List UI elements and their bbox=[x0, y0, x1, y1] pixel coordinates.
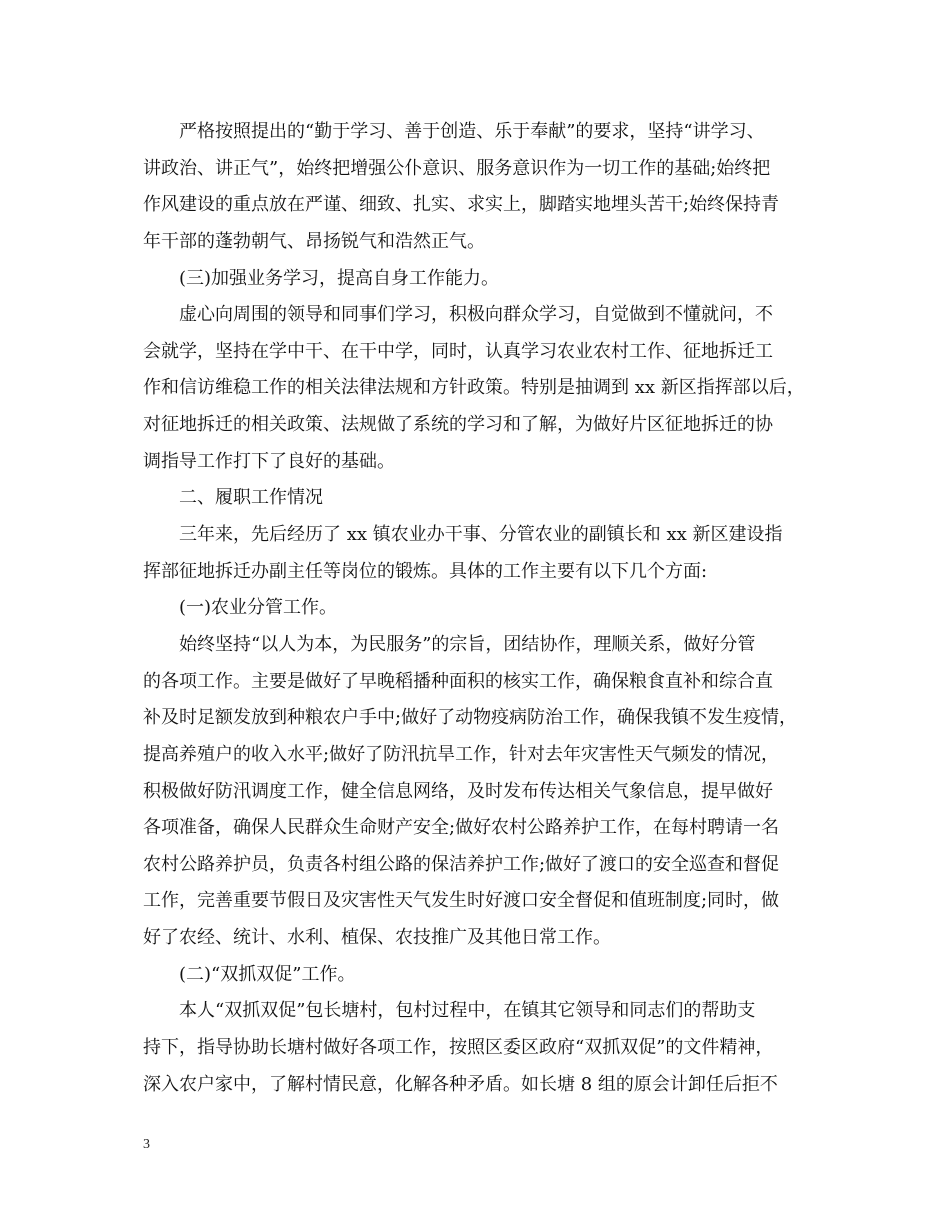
paragraph-line: 作风建设的重点放在严谨、细致、扎实、求实上，脚踏实地埋头苦干;始终保持青 bbox=[143, 194, 780, 216]
section-heading: (二)“双抓双促”工作。 bbox=[179, 963, 356, 985]
paragraph-line: 持下，指导协助长塘村做好各项工作，按照区委区政府“双抓双促”的文件精神， bbox=[143, 1037, 774, 1059]
paragraph-line: 作和信访维稳工作的相关法律法规和方针政策。特别是抽调到 xx 新区指挥部以后， bbox=[143, 377, 805, 399]
paragraph-line: 深入农户家中，了解村情民意，化解各种矛盾。如长塘 8 组的原会计卸任后拒不 bbox=[143, 1073, 778, 1095]
paragraph-line: 虚心向周围的领导和同事们学习，积极向群众学习，自觉做到不懂就问，不 bbox=[179, 304, 773, 326]
paragraph-line: 提高养殖户的收入水平;做好了防汛抗旱工作，针对去年灾害性天气频发的情况， bbox=[143, 743, 780, 765]
paragraph-line: 三年来，先后经历了 xx 镇农业办干事、分管农业的副镇长和 xx 新区建设指 bbox=[179, 524, 783, 546]
paragraph-line: 积极做好防汛调度工作，健全信息网络，及时发布传达相关气象信息，提早做好 bbox=[143, 780, 773, 802]
paragraph-line: 讲政治、讲正气”，始终把增强公仆意识、服务意识作为一切工作的基础;始终把 bbox=[143, 157, 771, 179]
section-heading: 二、履职工作情况 bbox=[179, 487, 323, 509]
paragraph-line: 补及时足额发放到种粮农户手中;做好了动物疫病防治工作，确保我镇不发生疫情， bbox=[143, 707, 798, 729]
paragraph-line: 挥部征地拆迁办副主任等岗位的锻炼。具体的工作主要有以下几个方面: bbox=[143, 560, 708, 582]
paragraph-line: 好了农经、统计、水利、植保、农技推广及其他日常工作。 bbox=[143, 927, 611, 949]
section-heading: (三)加强业务学习，提高自身工作能力。 bbox=[179, 267, 500, 289]
paragraph-line: 年干部的蓬勃朝气、昂扬锐气和浩然正气。 bbox=[143, 230, 485, 252]
paragraph-line: 调指导工作打下了良好的基础。 bbox=[143, 450, 395, 472]
paragraph-line: 工作，完善重要节假日及灾害性天气发生时好渡口安全督促和值班制度;同时，做 bbox=[143, 890, 780, 912]
paragraph-line: 会就学，坚持在学中干、在干中学，同时，认真学习农业农村工作、征地拆迁工 bbox=[143, 340, 773, 362]
paragraph-line: 各项准备，确保人民群众生命财产安全;做好农村公路养护工作，在每村聘请一名 bbox=[143, 817, 780, 839]
paragraph-line: 严格按照提出的“勤于学习、善于创造、乐于奉献”的要求，坚持“讲学习、 bbox=[179, 121, 765, 142]
section-heading: (一)农业分管工作。 bbox=[179, 597, 338, 619]
document-body bbox=[143, 117, 815, 1106]
paragraph-line: 的各项工作。主要是做好了早晚稻播种面积的核实工作，确保粮食直补和综合直 bbox=[143, 670, 773, 692]
paragraph-line: 始终坚持“以人为本，为民服务”的宗旨，团结协作，理顺关系，做好分管 bbox=[179, 633, 756, 655]
paragraph-line: 对征地拆迁的相关政策、法规做了系统的学习和了解，为做好片区征地拆迁的协 bbox=[143, 414, 773, 436]
paragraph-line: 农村公路养护员，负责各村组公路的保洁养护工作;做好了渡口的安全巡查和督促 bbox=[143, 853, 780, 875]
paragraph-line: 本人“双抓双促”包长塘村，包村过程中，在镇其它领导和同志们的帮助支 bbox=[179, 1000, 756, 1022]
page-number: 3 bbox=[143, 1137, 150, 1152]
